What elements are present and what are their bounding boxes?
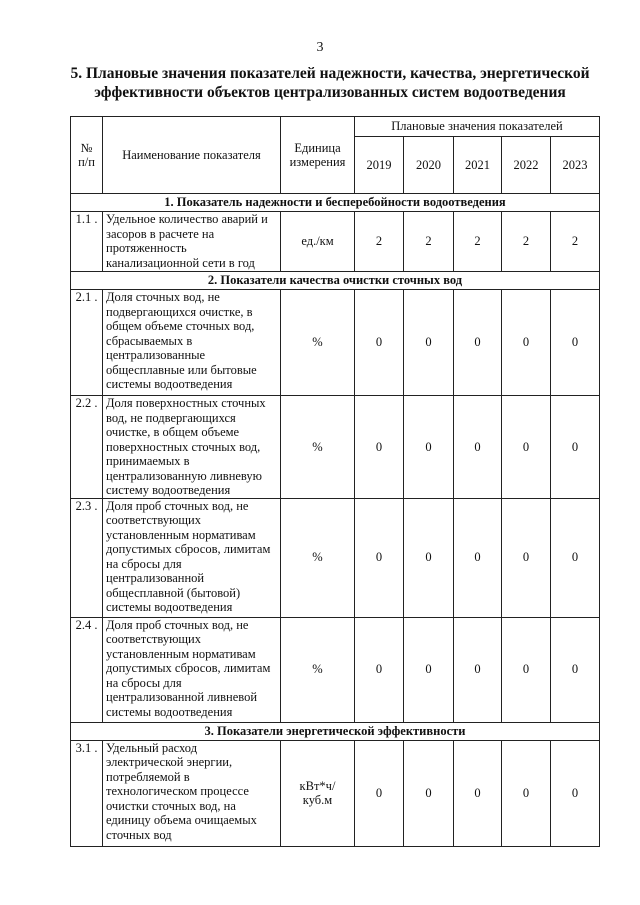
row-number: 2.2 . — [71, 396, 103, 499]
value-cell: 0 — [502, 740, 551, 846]
value-cell: 0 — [502, 396, 551, 499]
section-row — [71, 272, 600, 290]
value-cell: 0 — [551, 290, 600, 396]
value-cell: 0 — [355, 617, 404, 722]
value-cell: 0 — [454, 617, 502, 722]
value-cell: 0 — [454, 740, 502, 846]
value-cell: 2 — [551, 212, 600, 272]
row-number: 1.1 . — [71, 212, 103, 272]
value-cell: 0 — [454, 498, 502, 617]
table-row — [71, 740, 600, 846]
row-number: 2.4 . — [71, 617, 103, 722]
unit-cell: % — [281, 617, 355, 722]
header-year: 2022 — [502, 137, 551, 194]
value-cell: 0 — [404, 290, 454, 396]
value-cell: 2 — [502, 212, 551, 272]
value-cell: 0 — [404, 740, 454, 846]
value-cell: 0 — [355, 740, 404, 846]
indicator-name: Доля поверхностных сточных вод, не подвергающихся очистке, в общем объеме поверхностных сточных вод, принимаемых в централизованную ливневую систему водоотведения — [103, 396, 281, 499]
value-cell: 0 — [355, 290, 404, 396]
unit-cell: ед./км — [281, 212, 355, 272]
document-heading — [60, 64, 600, 102]
header-num: № п/п — [71, 117, 103, 194]
header-name: Наименование показателя — [103, 117, 281, 194]
unit-cell: % — [281, 396, 355, 499]
unit-cell: % — [281, 290, 355, 396]
value-cell: 0 — [502, 617, 551, 722]
value-cell: 0 — [404, 498, 454, 617]
indicator-name: Доля проб сточных вод, не соответствующих установленным нормативам допустимых сбросов, лимитам на сбросы для централизованной общесплавной (бытовой) системы водоотведения — [103, 498, 281, 617]
unit-cell: кВт*ч/ куб.м — [281, 740, 355, 846]
section-row — [71, 722, 600, 740]
value-cell: 0 — [454, 290, 502, 396]
header-year: 2020 — [404, 137, 454, 194]
row-number: 2.1 . — [71, 290, 103, 396]
table-row — [71, 617, 600, 722]
value-cell: 0 — [404, 617, 454, 722]
table-row — [71, 498, 600, 617]
table-row — [71, 290, 600, 396]
value-cell: 0 — [551, 498, 600, 617]
value-cell: 0 — [404, 396, 454, 499]
value-cell: 2 — [404, 212, 454, 272]
value-cell: 2 — [355, 212, 404, 272]
value-cell: 0 — [355, 498, 404, 617]
value-cell: 0 — [454, 396, 502, 499]
header-unit: Единица измерения — [281, 117, 355, 194]
unit-cell: % — [281, 498, 355, 617]
value-cell: 0 — [502, 498, 551, 617]
row-number: 3.1 . — [71, 740, 103, 846]
value-cell: 0 — [551, 617, 600, 722]
value-cell: 2 — [454, 212, 502, 272]
table-row — [71, 212, 600, 272]
header-year: 2021 — [454, 137, 502, 194]
header-year: 2023 — [551, 137, 600, 194]
header-year: 2019 — [355, 137, 404, 194]
section-title: 1. Показатель надежности и бесперебойности водоотведения — [71, 194, 600, 212]
row-number: 2.3 . — [71, 498, 103, 617]
heading-line-2: эффективности объектов централизованных систем водоотведения — [94, 84, 566, 101]
heading-line-1: 5. Плановые значения показателей надежности, качества, энергетической — [70, 65, 590, 82]
value-cell: 0 — [502, 290, 551, 396]
table-row — [71, 396, 600, 499]
indicator-name: Удельный расход электрической энергии, потребляемой в технологическом процессе очистки сточных вод, на единицу объема очищаемых сточных вод — [103, 740, 281, 846]
value-cell: 0 — [551, 740, 600, 846]
indicator-name: Доля проб сточных вод, не соответствующих установленным нормативам допустимых сбросов, лимитам на сбросы для централизованной ливневой системы водоотведения — [103, 617, 281, 722]
indicators-table — [70, 116, 600, 847]
header-planned-values: Плановые значения показателей — [355, 117, 600, 137]
value-cell: 0 — [355, 396, 404, 499]
indicator-name: Доля сточных вод, не подвергающихся очистке, в общем объеме сточных вод, сбрасываемых в централизованные общесплавные или бытовые системы водоотведения — [103, 290, 281, 396]
section-title: 3. Показатели энергетической эффективности — [71, 722, 600, 740]
value-cell: 0 — [551, 396, 600, 499]
section-title: 2. Показатели качества очистки сточных вод — [71, 272, 600, 290]
indicator-name: Удельное количество аварий и засоров в расчете на протяженность канализационной сети в год — [103, 212, 281, 272]
page-number: 3 — [316, 40, 324, 55]
section-row — [71, 194, 600, 212]
